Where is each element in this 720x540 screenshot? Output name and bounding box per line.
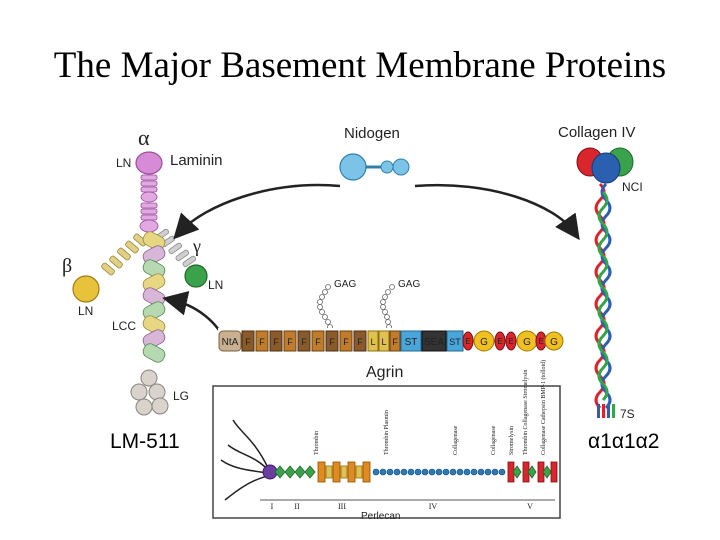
agrin-domain-f5: F [301, 337, 307, 347]
perlecan-annotation-collagenase-1: Collagenase [453, 425, 459, 455]
collagen-nci-label: NCI [622, 180, 643, 194]
agrin-domain-sea: SEA [423, 337, 445, 348]
perlecan-domain-label-iii: III [338, 502, 346, 511]
agrin-domain-g1: G [480, 337, 488, 348]
nidogen-label: Nidogen [344, 125, 400, 142]
agrin-domain-g3: G [550, 337, 558, 348]
laminin-name-label: Laminin [170, 152, 223, 169]
laminin-isoform-caption: LM-511 [110, 430, 180, 453]
agrin-domain-e2: E [497, 337, 503, 346]
agrin-domain-nta: NtA [221, 337, 239, 348]
slide-title: The Major Basement Membrane Proteins [53, 45, 667, 86]
collagen-triple-helix [596, 184, 610, 408]
laminin-lg-label: LG [173, 389, 190, 403]
laminin-gamma-ln-domain [185, 265, 207, 287]
nidogen-molecule [340, 125, 409, 180]
agrin-label: Agrin [366, 364, 404, 381]
perlecan-annotation-stromelysin: Stromelysin [509, 425, 515, 455]
perlecan-panel [213, 360, 560, 522]
agrin-domain-st2: ST [449, 337, 461, 347]
agrin-domain-e3: E [508, 337, 514, 346]
agrin-domain-f7: F [329, 337, 335, 347]
agrin-domain-f1: F [245, 337, 251, 347]
agrin-domain-f10: F [392, 337, 398, 347]
laminin-alpha-ln-label: LN [116, 156, 132, 170]
agrin-to-laminin-arrow [172, 300, 225, 340]
nidogen-to-laminin-arrow [180, 185, 340, 232]
agrin-domain-e1: E [465, 337, 471, 346]
agrin-domain-f2: F [259, 337, 265, 347]
collagen-iv-label: Collagen IV [558, 124, 636, 141]
perlecan-domain-label-iv: IV [428, 502, 438, 511]
laminin-alpha-short-arm [140, 175, 158, 232]
perlecan-annotation-collagenase-cathepsin-bmp1: Collagenase Cathepsin BMP-1 (tolloid) [541, 359, 547, 455]
agrin-domain-e4: E [538, 337, 544, 346]
laminin-coiled-coil [141, 230, 167, 365]
agrin-gag-chains [318, 285, 395, 330]
agrin-domain-l2: L [381, 337, 387, 347]
laminin-beta-ln-domain [73, 276, 99, 302]
agrin-domain-f9: F [357, 337, 363, 347]
agrin-gag-label-1: GAG [334, 279, 357, 290]
agrin-domain-l1: L [370, 337, 376, 347]
agrin-domain-f4: F [287, 337, 293, 347]
perlecan-domain-label-ii: II [294, 502, 300, 511]
agrin-domain-g2: G [523, 337, 531, 348]
perlecan-annotation-thrombin-collagenase-stromelysin: Thrombin Collagenase Stromelysin [523, 369, 529, 455]
agrin-gag-label-2: GAG [398, 279, 421, 290]
laminin-beta-short-arm [101, 233, 148, 276]
laminin-gamma-label: γ [193, 236, 201, 256]
collagen-7s-label: 7S [620, 407, 635, 421]
laminin-alpha-label: α [138, 125, 150, 150]
agrin-domain-f3: F [273, 337, 279, 347]
laminin-alpha-ln-domain [136, 152, 162, 174]
perlecan-label: Perlecan [361, 511, 401, 522]
agrin-molecule [218, 279, 564, 381]
laminin-gamma-ln-label: LN [208, 278, 224, 292]
nidogen-to-collagen-arrow [415, 185, 574, 232]
collagen-iv-molecule [558, 124, 643, 421]
agrin-domain-chain [219, 331, 563, 351]
agrin-domain-f8: F [343, 337, 349, 347]
laminin-lg-domains [131, 370, 168, 415]
perlecan-domain-label-v: V [527, 502, 533, 511]
laminin-lcc-label: LCC [112, 319, 137, 333]
laminin-beta-label: β [62, 255, 73, 277]
perlecan-annotation-thrombin-1: Thrombin [314, 431, 320, 455]
agrin-domain-f6: F [315, 337, 321, 347]
laminin-molecule [62, 125, 223, 415]
laminin-beta-ln-label: LN [78, 304, 94, 318]
agrin-domain-st1: ST [404, 337, 418, 348]
perlecan-domain-label-i: I [270, 502, 274, 511]
perlecan-annotation-collagenase-2: Collagenase [491, 425, 497, 455]
perlecan-annotation-thrombin-plasmin: Thrombin Plasmin [384, 410, 390, 455]
collagen-chain-caption: α1α1α2 [588, 430, 660, 453]
